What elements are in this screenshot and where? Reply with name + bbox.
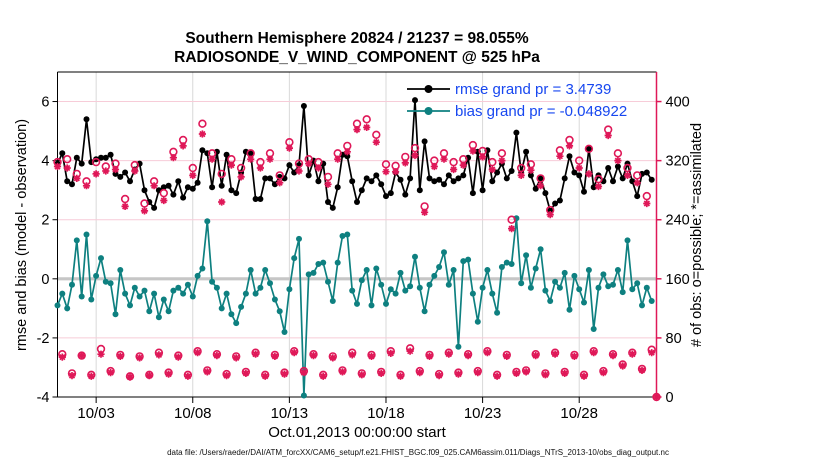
bias-point bbox=[509, 261, 515, 267]
bias-point bbox=[93, 273, 99, 279]
rmse-point bbox=[513, 130, 519, 136]
assimilated-obs-marker bbox=[382, 168, 389, 175]
assimilated-obs-marker bbox=[155, 351, 162, 358]
bias-point bbox=[166, 308, 172, 314]
bias-point bbox=[567, 307, 573, 313]
legend-rmse-dot-marker bbox=[425, 85, 433, 93]
assimilated-obs-marker bbox=[402, 159, 409, 166]
rmse-point bbox=[605, 165, 611, 171]
bias-point bbox=[88, 297, 94, 303]
bias-point bbox=[301, 393, 307, 399]
left-tick-label: 4 bbox=[41, 153, 50, 170]
bias-point bbox=[64, 305, 70, 311]
assimilated-obs-marker bbox=[238, 173, 245, 180]
assimilated-obs-marker bbox=[629, 351, 636, 358]
bias-point bbox=[137, 294, 143, 300]
bias-point bbox=[538, 246, 544, 252]
bias-point bbox=[557, 285, 563, 291]
x-tick-label: 10/18 bbox=[367, 405, 405, 422]
x-tick-label: 10/28 bbox=[560, 405, 598, 422]
rmse-point bbox=[127, 178, 133, 184]
bias-point bbox=[581, 300, 587, 306]
assimilated-obs-marker bbox=[209, 156, 216, 163]
assimilated-obs-marker bbox=[552, 351, 559, 358]
bias-point bbox=[571, 273, 577, 279]
bias-point bbox=[146, 308, 152, 314]
bias-point bbox=[639, 302, 645, 308]
bias-point bbox=[412, 254, 418, 260]
bias-point bbox=[407, 283, 413, 289]
assimilated-obs-marker bbox=[537, 182, 544, 189]
possible-obs-marker bbox=[450, 159, 457, 166]
rmse-point bbox=[151, 205, 157, 211]
assimilated-obs-marker bbox=[440, 156, 447, 163]
bias-point bbox=[533, 266, 539, 272]
left-tick-label: 0 bbox=[41, 271, 50, 288]
assimilated-obs-marker bbox=[286, 145, 293, 152]
bias-point bbox=[69, 282, 75, 288]
bias-point bbox=[344, 232, 350, 238]
bias-point bbox=[55, 302, 61, 308]
assimilated-obs-marker bbox=[479, 153, 486, 160]
assimilated-obs-marker bbox=[122, 203, 129, 210]
rmse-point bbox=[610, 178, 616, 184]
legend-rmse-label: rmse grand pr = 3.4739 bbox=[455, 81, 612, 98]
bias-point bbox=[320, 260, 326, 266]
bias-point bbox=[151, 291, 157, 297]
bias-point bbox=[422, 308, 428, 314]
bias-point bbox=[117, 267, 123, 273]
x-tick-label: 10/03 bbox=[77, 405, 115, 422]
bias-point bbox=[330, 298, 336, 304]
rmse-point bbox=[190, 186, 196, 192]
rmse-point bbox=[523, 149, 529, 155]
bias-point bbox=[398, 270, 404, 276]
bias-point bbox=[122, 291, 128, 297]
rmse-point bbox=[460, 172, 466, 178]
bias-point bbox=[552, 279, 558, 285]
rmse-point bbox=[74, 155, 80, 161]
bias-point bbox=[576, 286, 582, 292]
bias-point bbox=[325, 279, 331, 285]
bias-point bbox=[484, 267, 490, 273]
assimilated-obs-marker bbox=[605, 132, 612, 139]
assimilated-obs-marker bbox=[421, 209, 428, 216]
assimilated-obs-marker bbox=[547, 211, 554, 218]
assimilated-obs-marker bbox=[136, 354, 143, 361]
assimilated-obs-marker bbox=[392, 168, 399, 175]
left-tick-label: -2 bbox=[36, 330, 50, 347]
rmse-point bbox=[402, 192, 408, 198]
bias-point bbox=[417, 285, 423, 291]
series-layer bbox=[54, 97, 660, 401]
rmse-point bbox=[436, 177, 442, 183]
bias-point bbox=[451, 267, 457, 273]
assimilated-obs-marker bbox=[498, 157, 505, 164]
legend-bias-label: bias grand pr = -0.048922 bbox=[455, 103, 628, 120]
bias-point bbox=[436, 264, 442, 270]
rmse-point bbox=[581, 189, 587, 195]
rmse-point bbox=[562, 175, 568, 181]
assimilated-obs-marker bbox=[68, 372, 75, 379]
assimilated-obs-marker bbox=[93, 170, 100, 177]
assimilated-obs-marker bbox=[141, 207, 148, 214]
rmse-point bbox=[378, 181, 384, 187]
assimilated-obs-marker bbox=[204, 368, 211, 375]
bias-point bbox=[277, 308, 283, 314]
bias-point bbox=[180, 291, 186, 297]
bias-point bbox=[257, 285, 263, 291]
bias-point bbox=[373, 266, 379, 272]
rmse-point bbox=[195, 180, 201, 186]
bias-point bbox=[528, 285, 534, 291]
bias-point bbox=[499, 264, 505, 270]
bias-point bbox=[402, 288, 408, 294]
rmse-point bbox=[398, 177, 404, 183]
left-tick-label: 6 bbox=[41, 94, 50, 111]
x-tick-label: 10/08 bbox=[173, 405, 212, 422]
bias-point bbox=[228, 311, 234, 317]
x-tick-label: 10/23 bbox=[463, 405, 502, 422]
bias-point bbox=[480, 285, 486, 291]
rmse-point bbox=[576, 172, 582, 178]
bias-point bbox=[224, 291, 230, 297]
rmse-point bbox=[84, 116, 90, 122]
bias-point bbox=[378, 282, 384, 288]
possible-obs-marker bbox=[64, 156, 71, 163]
bias-point bbox=[475, 319, 481, 325]
legend-bias-dot-marker bbox=[425, 107, 433, 115]
bias-point bbox=[84, 232, 90, 238]
bias-point bbox=[214, 285, 220, 291]
assimilated-obs-marker bbox=[508, 225, 515, 232]
rmse-point bbox=[422, 138, 428, 144]
rmse-point bbox=[373, 172, 379, 178]
rmse-point bbox=[369, 178, 375, 184]
assimilated-obs-marker bbox=[513, 370, 520, 377]
bias-point bbox=[219, 305, 225, 311]
right-tick-label: 0 bbox=[665, 390, 674, 406]
bias-point bbox=[59, 291, 65, 297]
right-tick-label: 80 bbox=[665, 330, 682, 347]
possible-obs-marker bbox=[199, 120, 206, 127]
bias-point bbox=[369, 302, 375, 308]
bias-point bbox=[393, 291, 399, 297]
rmse-point bbox=[634, 193, 640, 199]
possible-obs-marker bbox=[363, 116, 370, 123]
assimilated-obs-marker bbox=[407, 348, 414, 355]
bias-point bbox=[272, 297, 278, 303]
data-file-caption: data file: /Users/raeder/DAI/ATM_forcXX/CAM6_setup/f.e21.FHIST_BGC.f09_025.CAM6assim.011/Diags_NTrS_2013-10/obs_diag_output.nc bbox=[167, 448, 669, 457]
rmse-point bbox=[470, 190, 476, 196]
rmse-point bbox=[509, 168, 515, 174]
bias-point bbox=[518, 280, 524, 286]
assimilated-obs-marker bbox=[373, 139, 380, 146]
rmse-point bbox=[79, 161, 85, 167]
bias-point bbox=[441, 249, 447, 255]
bias-point bbox=[427, 282, 433, 288]
bias-point bbox=[359, 277, 365, 283]
rmse-point bbox=[446, 172, 452, 178]
assimilated-obs-marker bbox=[450, 166, 457, 173]
rmse-point bbox=[301, 103, 307, 109]
bias-point bbox=[248, 267, 254, 273]
bias-point bbox=[291, 255, 297, 261]
bias-point bbox=[649, 298, 655, 304]
bias-point bbox=[185, 282, 191, 288]
assimilated-obs-marker bbox=[73, 175, 80, 182]
bias-point bbox=[204, 218, 210, 224]
rmse-point bbox=[286, 162, 292, 168]
assimilated-obs-marker bbox=[349, 351, 356, 358]
bias-point bbox=[127, 302, 133, 308]
rmse-point bbox=[349, 178, 355, 184]
rmse-point bbox=[117, 174, 123, 180]
bias-point bbox=[523, 252, 529, 258]
bias-point bbox=[494, 310, 500, 316]
bias-point bbox=[431, 273, 437, 279]
assimilated-obs-marker bbox=[257, 164, 264, 171]
rmse-point bbox=[175, 178, 181, 184]
assimilated-obs-marker bbox=[64, 164, 71, 171]
rmse-point bbox=[649, 177, 655, 183]
bias-point bbox=[455, 344, 461, 350]
possible-obs-marker bbox=[122, 196, 129, 203]
bias-point bbox=[267, 280, 273, 286]
rmse-point bbox=[335, 184, 341, 190]
bias-point bbox=[335, 260, 341, 266]
rmse-point bbox=[441, 181, 447, 187]
rmse-point bbox=[644, 170, 650, 176]
bias-point bbox=[562, 270, 568, 276]
rmse-point bbox=[108, 152, 114, 158]
assimilated-obs-marker bbox=[363, 124, 370, 131]
title-group bbox=[174, 30, 540, 66]
x-tick-label: 10/13 bbox=[270, 405, 309, 422]
assimilated-obs-marker bbox=[431, 163, 438, 170]
assimilated-obs-marker bbox=[576, 164, 583, 171]
assimilated-obs-marker bbox=[266, 156, 273, 163]
rmse-point bbox=[180, 195, 186, 201]
assimilated-obs-marker bbox=[566, 142, 573, 149]
bias-point bbox=[233, 320, 239, 326]
rmse-point bbox=[567, 153, 573, 159]
chart-title-line2: RADIOSONDE_V_WIND_COMPONENT @ 525 hPa bbox=[174, 49, 540, 66]
assimilated-obs-marker bbox=[445, 351, 452, 358]
bias-point bbox=[610, 282, 616, 288]
possible-obs-marker bbox=[160, 190, 167, 197]
possible-obs-marker bbox=[615, 150, 622, 157]
bias-point bbox=[615, 267, 621, 273]
rmse-point bbox=[480, 187, 486, 193]
bias-point bbox=[282, 329, 288, 335]
possible-obs-marker bbox=[499, 150, 506, 157]
bias-point bbox=[142, 288, 148, 294]
assimilated-obs-marker bbox=[59, 354, 66, 361]
rmse-point bbox=[325, 199, 331, 205]
bias-point bbox=[634, 280, 640, 286]
rmse-point bbox=[166, 183, 172, 189]
bias-point bbox=[238, 304, 244, 310]
bias-point bbox=[542, 288, 548, 294]
bias-point bbox=[596, 285, 602, 291]
rmse-point bbox=[170, 192, 176, 198]
y-axis-label-left: rmse and bias (model - observation) bbox=[14, 118, 30, 352]
right-tick-label: 400 bbox=[665, 94, 690, 111]
right-tick-label: 240 bbox=[665, 212, 690, 229]
rmse-point bbox=[354, 199, 360, 205]
left-tick-label: 2 bbox=[41, 212, 50, 229]
rmse-point bbox=[620, 175, 626, 181]
rmse-point bbox=[142, 187, 148, 193]
bias-point bbox=[620, 289, 626, 295]
bias-point bbox=[644, 285, 650, 291]
bias-point bbox=[108, 280, 114, 286]
assimilated-obs-marker bbox=[180, 142, 187, 149]
rmse-point bbox=[615, 164, 621, 170]
assimilated-obs-marker bbox=[378, 370, 385, 377]
assimilated-obs-marker bbox=[151, 182, 158, 189]
bias-point bbox=[286, 286, 292, 292]
rmse-point bbox=[407, 175, 413, 181]
bias-point bbox=[586, 267, 592, 273]
rmse-point bbox=[542, 190, 548, 196]
rmse-point bbox=[219, 183, 225, 189]
rmse-point bbox=[359, 187, 365, 193]
assimilated-obs-marker bbox=[561, 370, 568, 377]
rmse-point bbox=[233, 190, 239, 196]
bias-point bbox=[489, 291, 495, 297]
bias-point bbox=[209, 279, 215, 285]
bias-point bbox=[253, 291, 259, 297]
right-tick-label: 320 bbox=[665, 153, 690, 170]
rmse-point bbox=[330, 205, 336, 211]
bias-point bbox=[262, 267, 268, 273]
rmse-point bbox=[494, 170, 500, 176]
assimilated-obs-marker bbox=[83, 182, 90, 189]
rmse-point bbox=[489, 178, 495, 184]
bias-point bbox=[190, 294, 196, 300]
rmse-point bbox=[257, 196, 263, 202]
bias-point bbox=[470, 291, 476, 297]
bias-point bbox=[113, 311, 119, 317]
rmse-point bbox=[209, 184, 215, 190]
bias-point bbox=[364, 267, 370, 273]
assimilated-obs-marker bbox=[247, 156, 254, 163]
bias-point bbox=[349, 288, 355, 294]
assimilated-obs-marker bbox=[218, 198, 225, 205]
rmse-point bbox=[306, 172, 312, 178]
bias-point bbox=[354, 301, 360, 307]
possible-obs-marker bbox=[373, 131, 380, 138]
assimilated-obs-marker bbox=[233, 354, 240, 361]
bias-point bbox=[591, 326, 597, 332]
y-axis-label-right: # of obs: o=possible; *=assimilated bbox=[689, 122, 705, 348]
bias-point bbox=[98, 255, 104, 261]
bias-point bbox=[388, 286, 394, 292]
bias-point bbox=[600, 271, 606, 277]
bias-point bbox=[629, 286, 635, 292]
assimilated-obs-marker bbox=[469, 147, 476, 154]
bias-point bbox=[625, 237, 631, 243]
assimilated-obs-marker bbox=[648, 349, 655, 356]
assimilated-obs-marker bbox=[329, 354, 336, 361]
rmse-point bbox=[504, 175, 510, 181]
bias-point bbox=[547, 298, 553, 304]
legend bbox=[407, 81, 627, 120]
bias-point bbox=[446, 282, 452, 288]
rmse-point bbox=[412, 97, 418, 103]
bias-point bbox=[74, 237, 80, 243]
assimilated-obs-marker bbox=[387, 350, 394, 357]
assimilated-obs-marker bbox=[353, 126, 360, 133]
bias-point bbox=[199, 266, 205, 272]
assimilated-obs-marker bbox=[97, 351, 104, 358]
assimilated-obs-marker bbox=[334, 156, 341, 163]
assimilated-obs-marker bbox=[199, 130, 206, 137]
bias-point bbox=[156, 314, 162, 320]
bias-point bbox=[79, 294, 85, 300]
chart-title-line1: Southern Hemisphere 20824 / 21237 = 98.055% bbox=[185, 30, 529, 47]
x-axis-label: Oct.01,2013 00:00:00 start bbox=[268, 424, 446, 441]
assimilated-obs-marker bbox=[189, 172, 196, 179]
bias-point bbox=[465, 257, 471, 263]
bias-point bbox=[161, 297, 167, 303]
rmse-point bbox=[388, 190, 394, 196]
assimilated-obs-marker bbox=[614, 157, 621, 164]
assimilated-obs-marker bbox=[112, 166, 119, 173]
assimilated-obs-marker bbox=[160, 197, 167, 204]
bias-point bbox=[383, 301, 389, 307]
rmse-point bbox=[417, 187, 423, 193]
rmse-point bbox=[122, 170, 128, 176]
bias-point bbox=[296, 236, 302, 242]
rmse-point bbox=[69, 181, 75, 187]
bias-point bbox=[132, 285, 138, 291]
right-tick-label: 160 bbox=[665, 271, 690, 288]
rmse-point bbox=[267, 175, 273, 181]
left-tick-label: -4 bbox=[36, 390, 50, 406]
bias-point bbox=[175, 285, 181, 291]
bias-point bbox=[311, 270, 317, 276]
assimilated-obs-marker bbox=[527, 167, 534, 174]
rmse-point bbox=[315, 178, 321, 184]
rmse-point bbox=[557, 198, 563, 204]
possible-obs-marker bbox=[402, 154, 409, 161]
bias-point bbox=[243, 291, 249, 297]
possible-obs-marker bbox=[643, 193, 650, 200]
assimilated-obs-marker bbox=[556, 153, 563, 160]
assimilated-obs-marker bbox=[252, 351, 259, 358]
assimilated-obs-marker bbox=[643, 200, 650, 207]
bias-point bbox=[195, 273, 201, 279]
assimilated-obs-marker bbox=[242, 370, 249, 377]
rmse-point bbox=[59, 150, 65, 156]
